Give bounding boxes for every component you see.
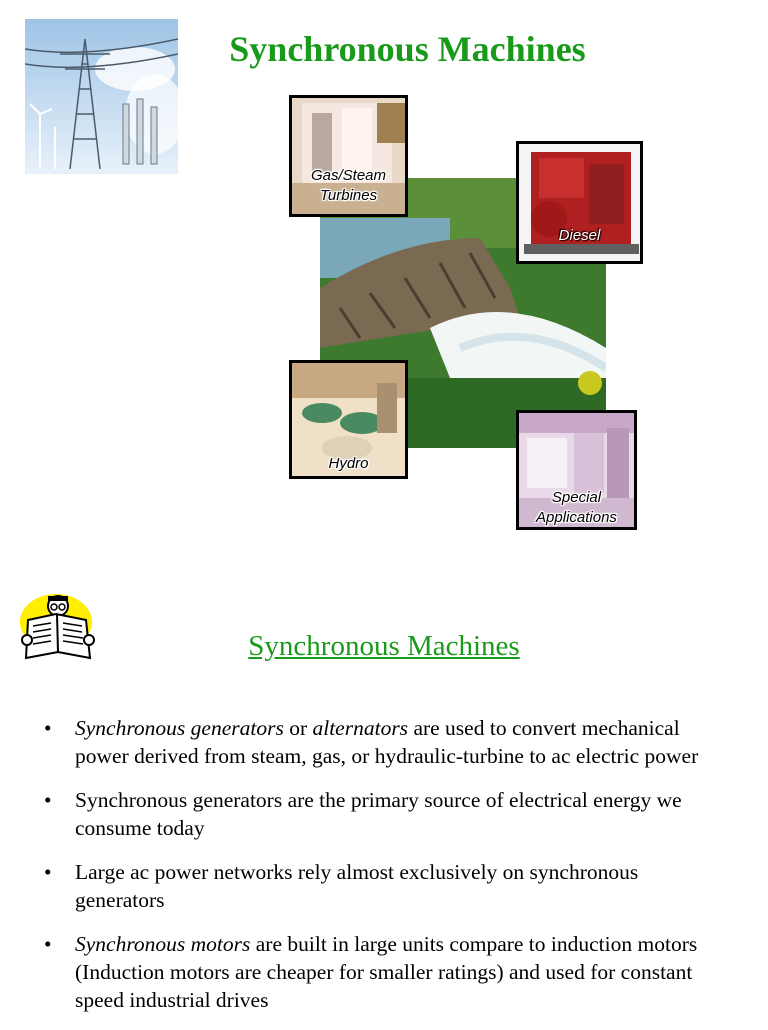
- slide-title: Synchronous Machines: [229, 29, 586, 69]
- tile-label: Diesel: [558, 227, 601, 244]
- bullet-item: [42, 786, 702, 842]
- bullet-text: Synchronous generators are the primary source of electrical energy we consume today: [75, 788, 682, 840]
- tile-label: Gas/Steam Turbines: [310, 167, 387, 204]
- bullet-term: Synchronous generators: [75, 716, 284, 740]
- bullet-item: [42, 714, 702, 770]
- slide-title: Synchronous Machines: [248, 630, 520, 662]
- tile-label: Hydro: [328, 455, 369, 472]
- tile-label: Special Applications: [536, 489, 617, 526]
- bullet-text: or: [283, 716, 313, 740]
- tile-diesel: [516, 141, 643, 264]
- bullet-text: are built in large units compare to induction motors (Induction motors are cheaper for smaller ratings) and used for constant speed industrial drives: [75, 932, 698, 1012]
- tile-special-applications: [516, 410, 637, 530]
- tile-hydro: [289, 360, 408, 479]
- bullet-term: alternators: [312, 716, 409, 740]
- bullet-list: [42, 714, 702, 1030]
- tile-gas-steam-turbines: [289, 95, 408, 217]
- bullet-item: [42, 930, 702, 1014]
- bullet-term: Synchronous motors: [75, 932, 251, 956]
- bullet-text: are used to convert mechanical power derived from steam, gas, or hydraulic-turbine to ac electric power: [75, 716, 699, 768]
- bullet-item: [42, 858, 702, 914]
- bullet-text: Large ac power networks rely almost exclusively on synchronous generators: [75, 860, 639, 912]
